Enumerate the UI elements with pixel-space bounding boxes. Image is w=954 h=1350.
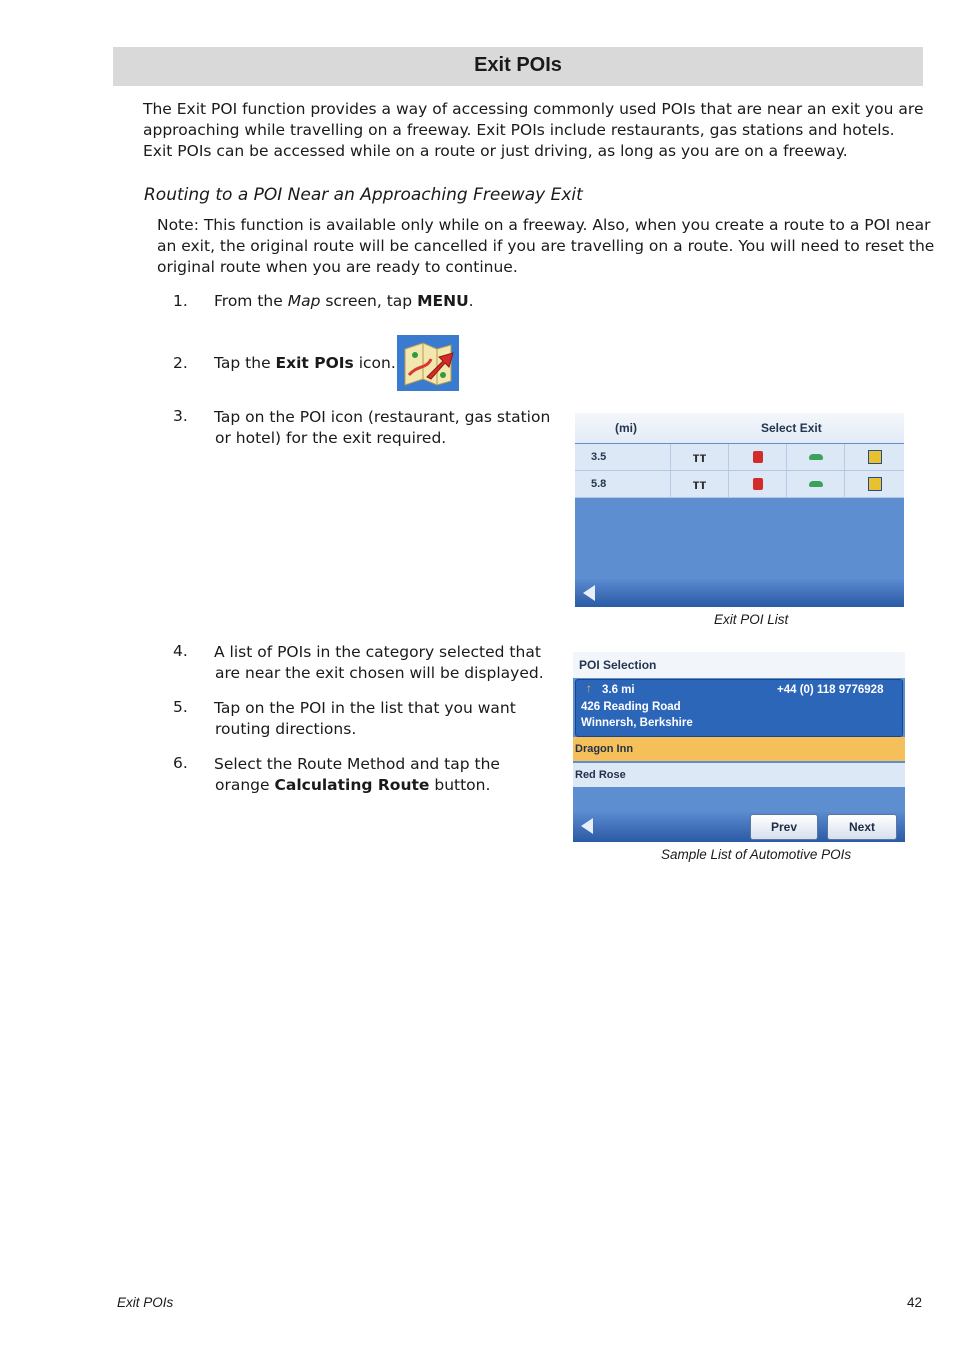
step-6-text [214, 754, 500, 796]
poi-address-line: Winnersh, Berkshire [581, 717, 693, 729]
note-line: an exit, the original route will be cancelled if you are travelling on a route. You will need to reset the [157, 237, 935, 255]
menu-term: MENU [417, 292, 469, 310]
step-line: are near the exit chosen will be displayed. [215, 664, 544, 682]
section-subheading: Routing to a POI Near an Approaching Freeway Exit [144, 185, 583, 205]
poi-detail-card[interactable] [575, 679, 903, 737]
note-paragraph [157, 215, 934, 278]
hotel-icon[interactable] [844, 471, 904, 497]
exit-distance: 5.8 [591, 478, 607, 490]
exit-distance: 3.5 [591, 451, 607, 463]
sample-list-caption: Sample List of Automotive POIs [661, 847, 852, 862]
car-icon[interactable] [786, 471, 844, 497]
map-term: Map [287, 292, 321, 310]
step-line: A list of POIs in the category selected that [214, 643, 541, 661]
restaurant-icon[interactable]: ᴛᴛ [670, 444, 728, 470]
step-line [214, 775, 500, 796]
exit-pois-term: Exit POIs [275, 354, 354, 372]
step-line: routing directions. [215, 720, 357, 738]
step-4-number: 4. [173, 642, 188, 660]
poi-list-item[interactable]: Dragon Inn [573, 737, 905, 761]
step-2-text [214, 354, 396, 372]
step-6-number: 6. [173, 754, 188, 772]
page-title: Exit POIs [113, 47, 923, 86]
poi-list-item[interactable]: Red Rose [573, 763, 905, 787]
step-text: orange [215, 776, 275, 794]
step-1-number: 1. [173, 292, 188, 310]
exit-list-caption: Exit POI List [714, 612, 789, 627]
step-line: Tap on the POI in the list that you want [214, 699, 516, 717]
step-text: button. [429, 776, 491, 794]
car-icon[interactable] [786, 444, 844, 470]
exit-screen-header [575, 413, 904, 443]
step-5-number: 5. [173, 698, 188, 716]
poi-screen-header: POI Selection [573, 652, 905, 678]
step-text: . [468, 292, 474, 310]
intro-paragraph [143, 99, 924, 162]
note-line: original route when you are ready to continue. [157, 258, 518, 276]
direction-arrow-icon: ↑ [586, 683, 592, 695]
intro-line: Exit POIs can be accessed while on a route or just driving, as long as you are on a freeway. [143, 142, 848, 160]
poi-selection-screen [573, 652, 905, 842]
prev-button[interactable]: Prev [750, 814, 818, 840]
step-line: Tap on the POI icon (restaurant, gas station [214, 408, 551, 426]
unit-label: (mi) [615, 421, 637, 435]
step-1-text [214, 292, 474, 310]
select-exit-label: Select Exit [761, 421, 822, 435]
next-button[interactable]: Next [827, 814, 897, 840]
gas-station-icon[interactable] [728, 471, 786, 497]
step-5-text [214, 698, 516, 740]
step-2-number: 2. [173, 354, 188, 372]
step-text: Tap the [214, 354, 276, 372]
poi-address-line: 426 Reading Road [581, 701, 681, 713]
step-3-number: 3. [173, 407, 188, 425]
back-arrow-icon[interactable] [581, 818, 593, 834]
exit-row[interactable] [575, 444, 904, 471]
calculating-route-term: Calculating Route [274, 776, 430, 794]
step-text: From the [214, 292, 288, 310]
footer-section-title: Exit POIs [117, 1295, 174, 1310]
exit-screen-nav-bar [575, 579, 904, 607]
step-text: icon. [353, 354, 396, 372]
step-text: screen, tap [320, 292, 418, 310]
restaurant-icon[interactable]: ᴛᴛ [670, 471, 728, 497]
intro-line: The Exit POI function provides a way of accessing commonly used POIs that are near an exit you are [143, 100, 924, 118]
hotel-icon[interactable] [844, 444, 904, 470]
exit-row[interactable] [575, 471, 904, 498]
back-arrow-icon[interactable] [583, 585, 595, 601]
note-line: Note: This function is available only while on a freeway. Also, when you create a route to a POI near [157, 216, 931, 234]
step-3-text [214, 407, 550, 449]
exit-poi-screen [575, 413, 904, 607]
step-line: Select the Route Method and tap the [214, 755, 500, 773]
poi-phone: +44 (0) 118 9776928 [777, 684, 884, 696]
gas-station-icon[interactable] [728, 444, 786, 470]
step-line: or hotel) for the exit required. [215, 429, 447, 447]
step-4-text [214, 642, 544, 684]
poi-distance: 3.6 mi [602, 684, 635, 696]
exit-pois-icon [397, 335, 459, 391]
page-number: 42 [907, 1295, 923, 1310]
intro-line: approaching while travelling on a freeway. Exit POIs include restaurants, gas stations and hotels. [143, 121, 895, 139]
